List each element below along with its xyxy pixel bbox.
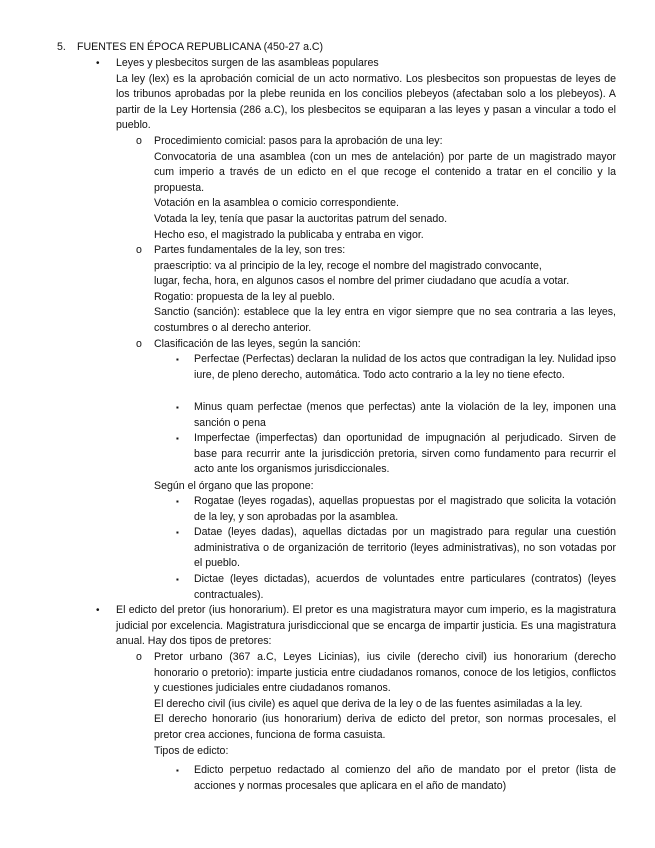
clasificacion-perfectae: Perfectae (Perfectas) declaran la nulidad de los actos que contradigan la ley. Nulidad ipso iure, de pleno derecho, automática. Todo acto contrario a la ley no tiene efecto. — [194, 353, 616, 381]
square-marker: ▪ — [176, 528, 179, 537]
procedimiento-step: Votación en la asamblea o comicio correspondiente. — [154, 197, 399, 210]
partes-praescriptio: praescriptio: va al principio de la ley, recoge el nombre del magistrado convocante, — [154, 259, 542, 272]
leyes-heading: Leyes y plesbecitos surgen de las asambleas populares — [116, 57, 379, 69]
section-heading — [57, 40, 323, 56]
tipos-edicto-heading: Tipos de edicto: — [154, 744, 229, 757]
square-marker: ▪ — [176, 575, 179, 584]
edicto-intro: El edicto del pretor (ius honorarium). El pretor es una magistratura mayor cum imperio, es la magistratura judicial por excelencia. Magistratura jurisdiccional que se encarga de impartir justicia. Es una magistratura anual. Hay dos tipos de pretores: — [116, 604, 616, 648]
circle-marker: o — [136, 135, 142, 147]
bullet-marker: • — [96, 58, 100, 69]
partes-rogatio: Rogatio: propuesta de la ley al pueblo. — [154, 290, 335, 303]
leyes-block — [116, 56, 616, 134]
organo-heading: Según el órgano que las propone: — [154, 480, 314, 492]
circle-marker: o — [136, 244, 142, 256]
organo-datae: Datae (leyes dadas), aquellas dictadas por un magistrado para regular una cuestión administrativa o de organización de territorio (leyes administrativas), no son votadas por el pueblo. — [194, 526, 616, 570]
procedimiento-step: Votada la ley, tenía que pasar la auctoritas patrum del senado. — [154, 212, 448, 225]
clasificacion-imperfectae: Imperfectae (imperfectas) dan oportunidad de impugnación al perjudicado. Sirven de base para recurrir ante la jurisdicción pretoria, sirven como fundamento para recurrir el acto ante los organismos jurisdiccionales. — [194, 432, 616, 476]
pretor-urbano: Pretor urbano (367 a.C, Leyes Licinias), ius civile (derecho civil) ius honorarium (derecho honorario o pretorio): imparte justicia entre ciudadanos romanos, conoce de los letigios, conflictos y cuestiones judiciales entre ciudadanos romanos. — [154, 651, 616, 695]
clasificacion-minus-quam: Minus quam perfectae (menos que perfectas) ante la violación de la ley, imponen una sanción o pena — [194, 401, 616, 429]
organo-rogatae: Rogatae (leyes rogadas), aquellas propuestas por el magistrado que solicita la votación de la ley, y son aprobadas por la asamblea. — [194, 495, 616, 523]
derecho-honorario: El derecho honorario (ius honorarium) deriva de edicto del pretor, son normas procesales, el pretor crea acciones, funciona de forma casuista. — [154, 713, 616, 741]
square-marker: ▪ — [176, 497, 179, 506]
square-marker: ▪ — [176, 355, 179, 364]
edicto-perpetuo: Edicto perpetuo redactado al comienzo del año de mandato por el pretor (lista de acciones y normas procesales que aplicara en el año de mandato) — [194, 764, 616, 792]
procedimiento-step: Hecho eso, el magistrado la publicaba y entraba en vigor. — [154, 228, 424, 241]
partes-praescriptio-cont: lugar, fecha, hora, en algunos casos el nombre del primer ciudadano que acudía a votar. — [154, 275, 570, 288]
organo-dictae: Dictae (leyes dictadas), acuerdos de voluntades entre particulares (contratos) (leyes contractuales). — [194, 573, 616, 601]
square-marker: ▪ — [176, 403, 179, 412]
partes-block — [154, 243, 616, 337]
clasificacion-heading: Clasificación de las leyes, según la sanción: — [154, 338, 361, 350]
square-marker: ▪ — [176, 766, 179, 775]
pretor-urbano-block — [154, 650, 616, 759]
section-title: FUENTES EN ÉPOCA REPUBLICANA (450-27 a.C) — [77, 41, 324, 53]
bullet-marker: • — [96, 605, 100, 616]
square-marker: ▪ — [176, 434, 179, 443]
derecho-civil: El derecho civil (ius civile) es aquel que deriva de la ley o de las fuentes asimiladas a la ley. — [154, 697, 583, 710]
leyes-intro: La ley (lex) es la aprobación comicial de un acto normativo. Los plesbecitos son propuestas de leyes de los tribunos aprobadas por la plebe reunida en los concilios plebeyos (afectaban solo a los plebeyos). A partir de la Ley Hortensia (286 a.C), los plesbecitos se equiparan a las leyes y pasan a vincular a todo el pueblo. — [116, 72, 616, 132]
procedimiento-heading: Procedimiento comicial: pasos para la aprobación de una ley: — [154, 135, 443, 147]
procedimiento-step: Convocatoria de una asamblea (con un mes de antelación) por parte de un magistrado mayor cum imperio a través de un edicto en el que recoge el contenido a tratar en el concilio y la propuesta. — [154, 150, 616, 194]
circle-marker: o — [136, 651, 142, 663]
procedimiento-block — [154, 134, 616, 243]
partes-heading: Partes fundamentales de la ley, son tres: — [154, 244, 346, 256]
circle-marker: o — [136, 338, 142, 350]
section-number: 5. — [57, 41, 66, 53]
partes-sanctio: Sanctio (sanción): establece que la ley entra en vigor siempre que no sea contraria a las leyes, costumbres o al derecho anterior. — [154, 306, 616, 334]
